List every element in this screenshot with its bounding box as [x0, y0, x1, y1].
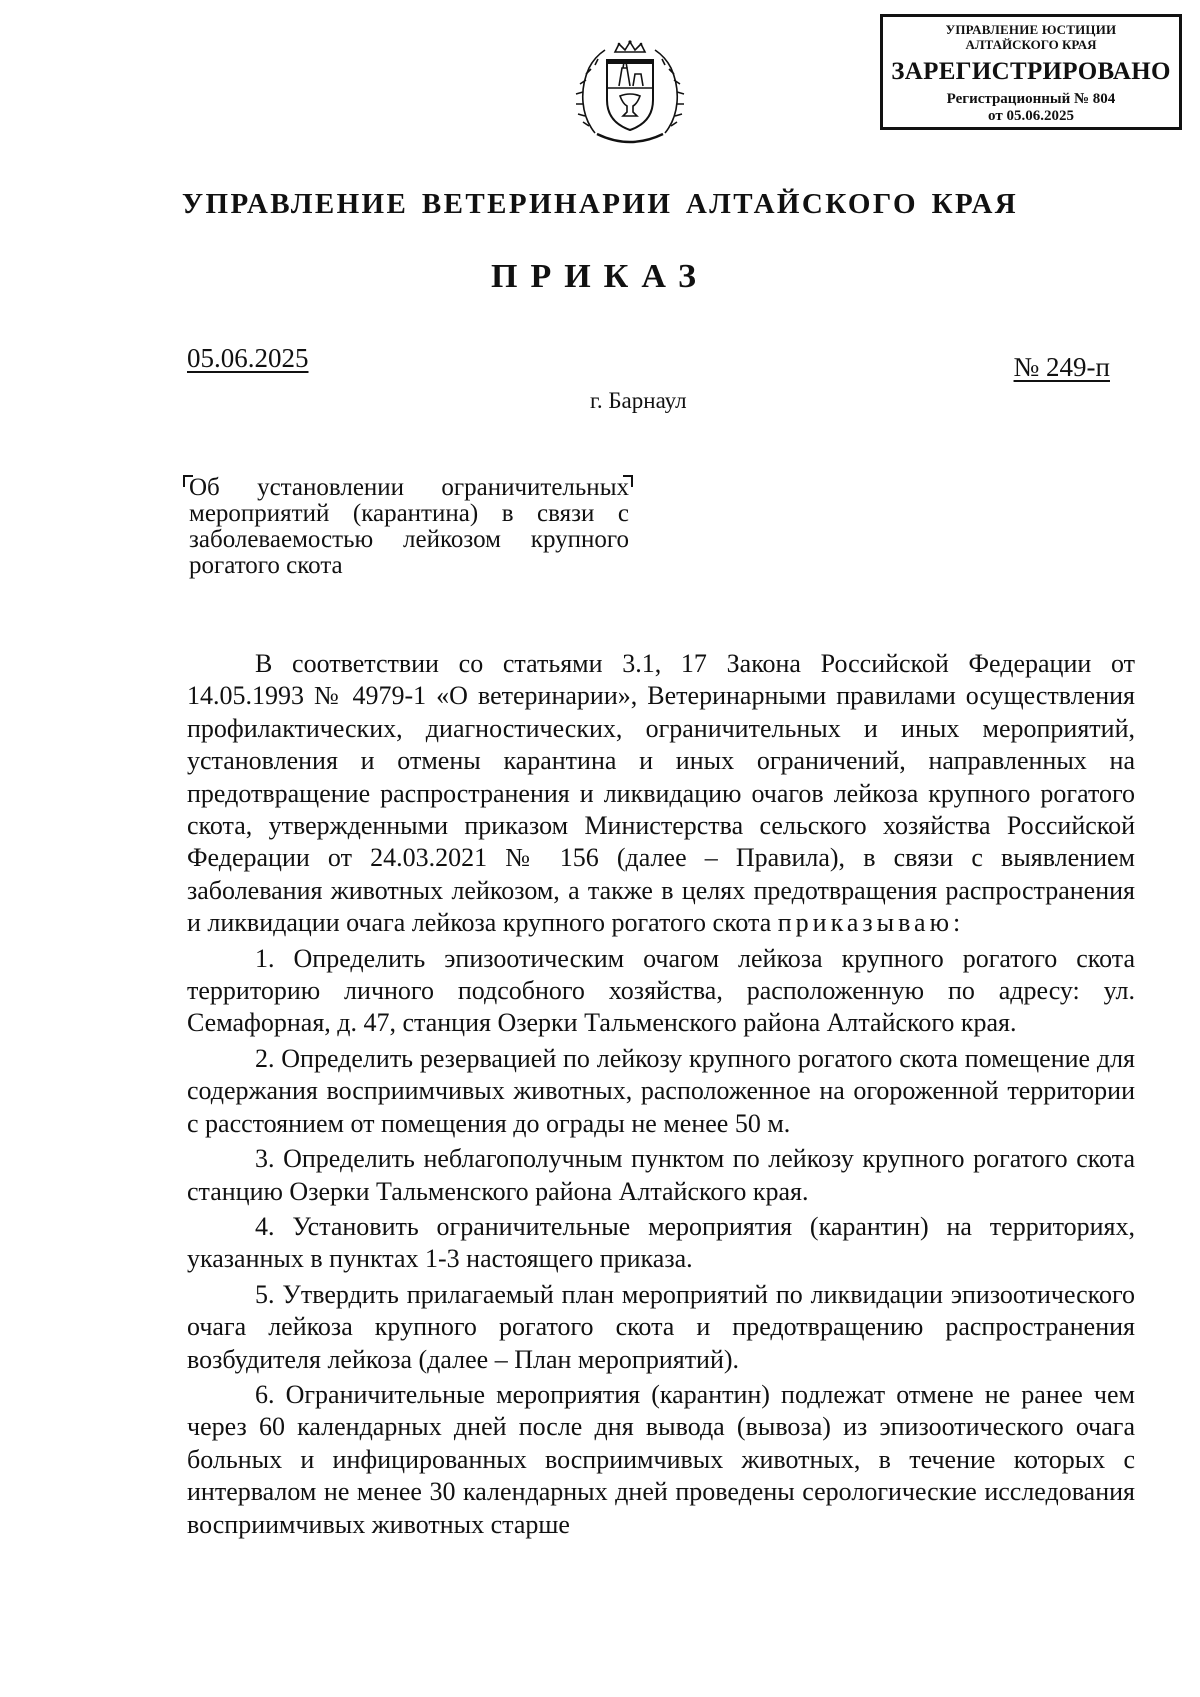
coat-of-arms-emblem [575, 38, 685, 150]
stamp-authority-line2: АЛТАЙСКОГО КРАЯ [965, 36, 1097, 52]
document-subject [189, 475, 629, 579]
stamp-authority-line1: УПРАВЛЕНИЕ ЮСТИЦИИ [945, 22, 1117, 37]
document-body [187, 648, 1135, 1541]
order-item-4: 4. Установить ограничительные мероприятия (карантин) на территориях, указанных в пунктах 1-3 настоящего приказа. [187, 1211, 1135, 1274]
order-item-5: 5. Утвердить прилагаемый план мероприятий по ликвидации эпизоотического очага лейкоза крупного рогатого скота и предотвращению распространения возбудителя лейкоза (далее – План мероприятий). [187, 1279, 1135, 1374]
stamp-status: ЗАРЕГИСТРИРОВАНО [891, 58, 1171, 86]
order-item-6: 6. Ограничительные мероприятия (карантин) подлежат отмене не ранее чем через 60 календарных дней после дня вывода (вывоза) из эпизоотического очага больных и инфицированных восприимчивых животных, в течение которых с интервалом не менее 30 календарных дней проведены серологические исследования восприимчивых животных старше [187, 1379, 1135, 1539]
order-item-2: 2. Определить резервацией по лейкозу крупного рогатого скота помещение для содержания восприимчивых животных, расположенное на огороженной территории с расстоянием от помещения до ограды не менее 50 м. [187, 1043, 1135, 1138]
subject-bracket-left [183, 475, 193, 487]
subject-text: Об установлении ограничительных мероприятий (карантина) в связи с заболеваемостью лейкозом крупного рогатого скота [189, 474, 629, 579]
registration-stamp [880, 14, 1182, 130]
organization-title: УПРАВЛЕНИЕ ВЕТЕРИНАРИИ АЛТАЙСКОГО КРАЯ [181, 188, 1019, 220]
subject-bracket-right [623, 475, 633, 487]
document-number: № 249-п [1013, 352, 1110, 382]
document-type-title: ПРИКАЗ [491, 258, 709, 295]
order-word: приказываю: [777, 908, 965, 938]
document-city: г. Барнаул [590, 388, 687, 413]
stamp-reg-date: от 05.06.2025 [988, 107, 1074, 124]
preamble-text: В соответствии со статьями 3.1, 17 Закона Российской Федерации от 14.05.1993 № 4979-1 «О ветеринарии», Ветеринарными правилами осуществления профилактических, диагностических, ограничительных и иных мероприятий, установления и отмены карантина и иных ограничений, направленных на предотвращение распространения и ликвидацию очагов лейкоза крупного рогатого скота, утвержденными приказом Министерства сельского хозяйства Российской Федерации от 24.03.2021 № 156 (далее – Правила), в связи с выявлением заболевания животных лейкозом, а также в целях предотвращения распространения и ликвидации очага лейкоза крупного рогатого скота [187, 649, 1135, 938]
document-date: 05.06.2025 [187, 343, 309, 373]
preamble-paragraph [187, 648, 1135, 940]
stamp-reg-number: Регистрационный № 804 [946, 91, 1116, 108]
order-item-3: 3. Определить неблагополучным пунктом по лейкозу крупного рогатого скота станцию Озерки Тальменского района Алтайского края. [187, 1144, 1135, 1206]
order-item-1: 1. Определить эпизоотическим очагом лейкоза крупного рогатого скота территорию личного подсобного хозяйства, расположенную по адресу: ул. Семафорная, д. 47, станция Озерки Тальменского района Алтайского края. [187, 943, 1135, 1038]
